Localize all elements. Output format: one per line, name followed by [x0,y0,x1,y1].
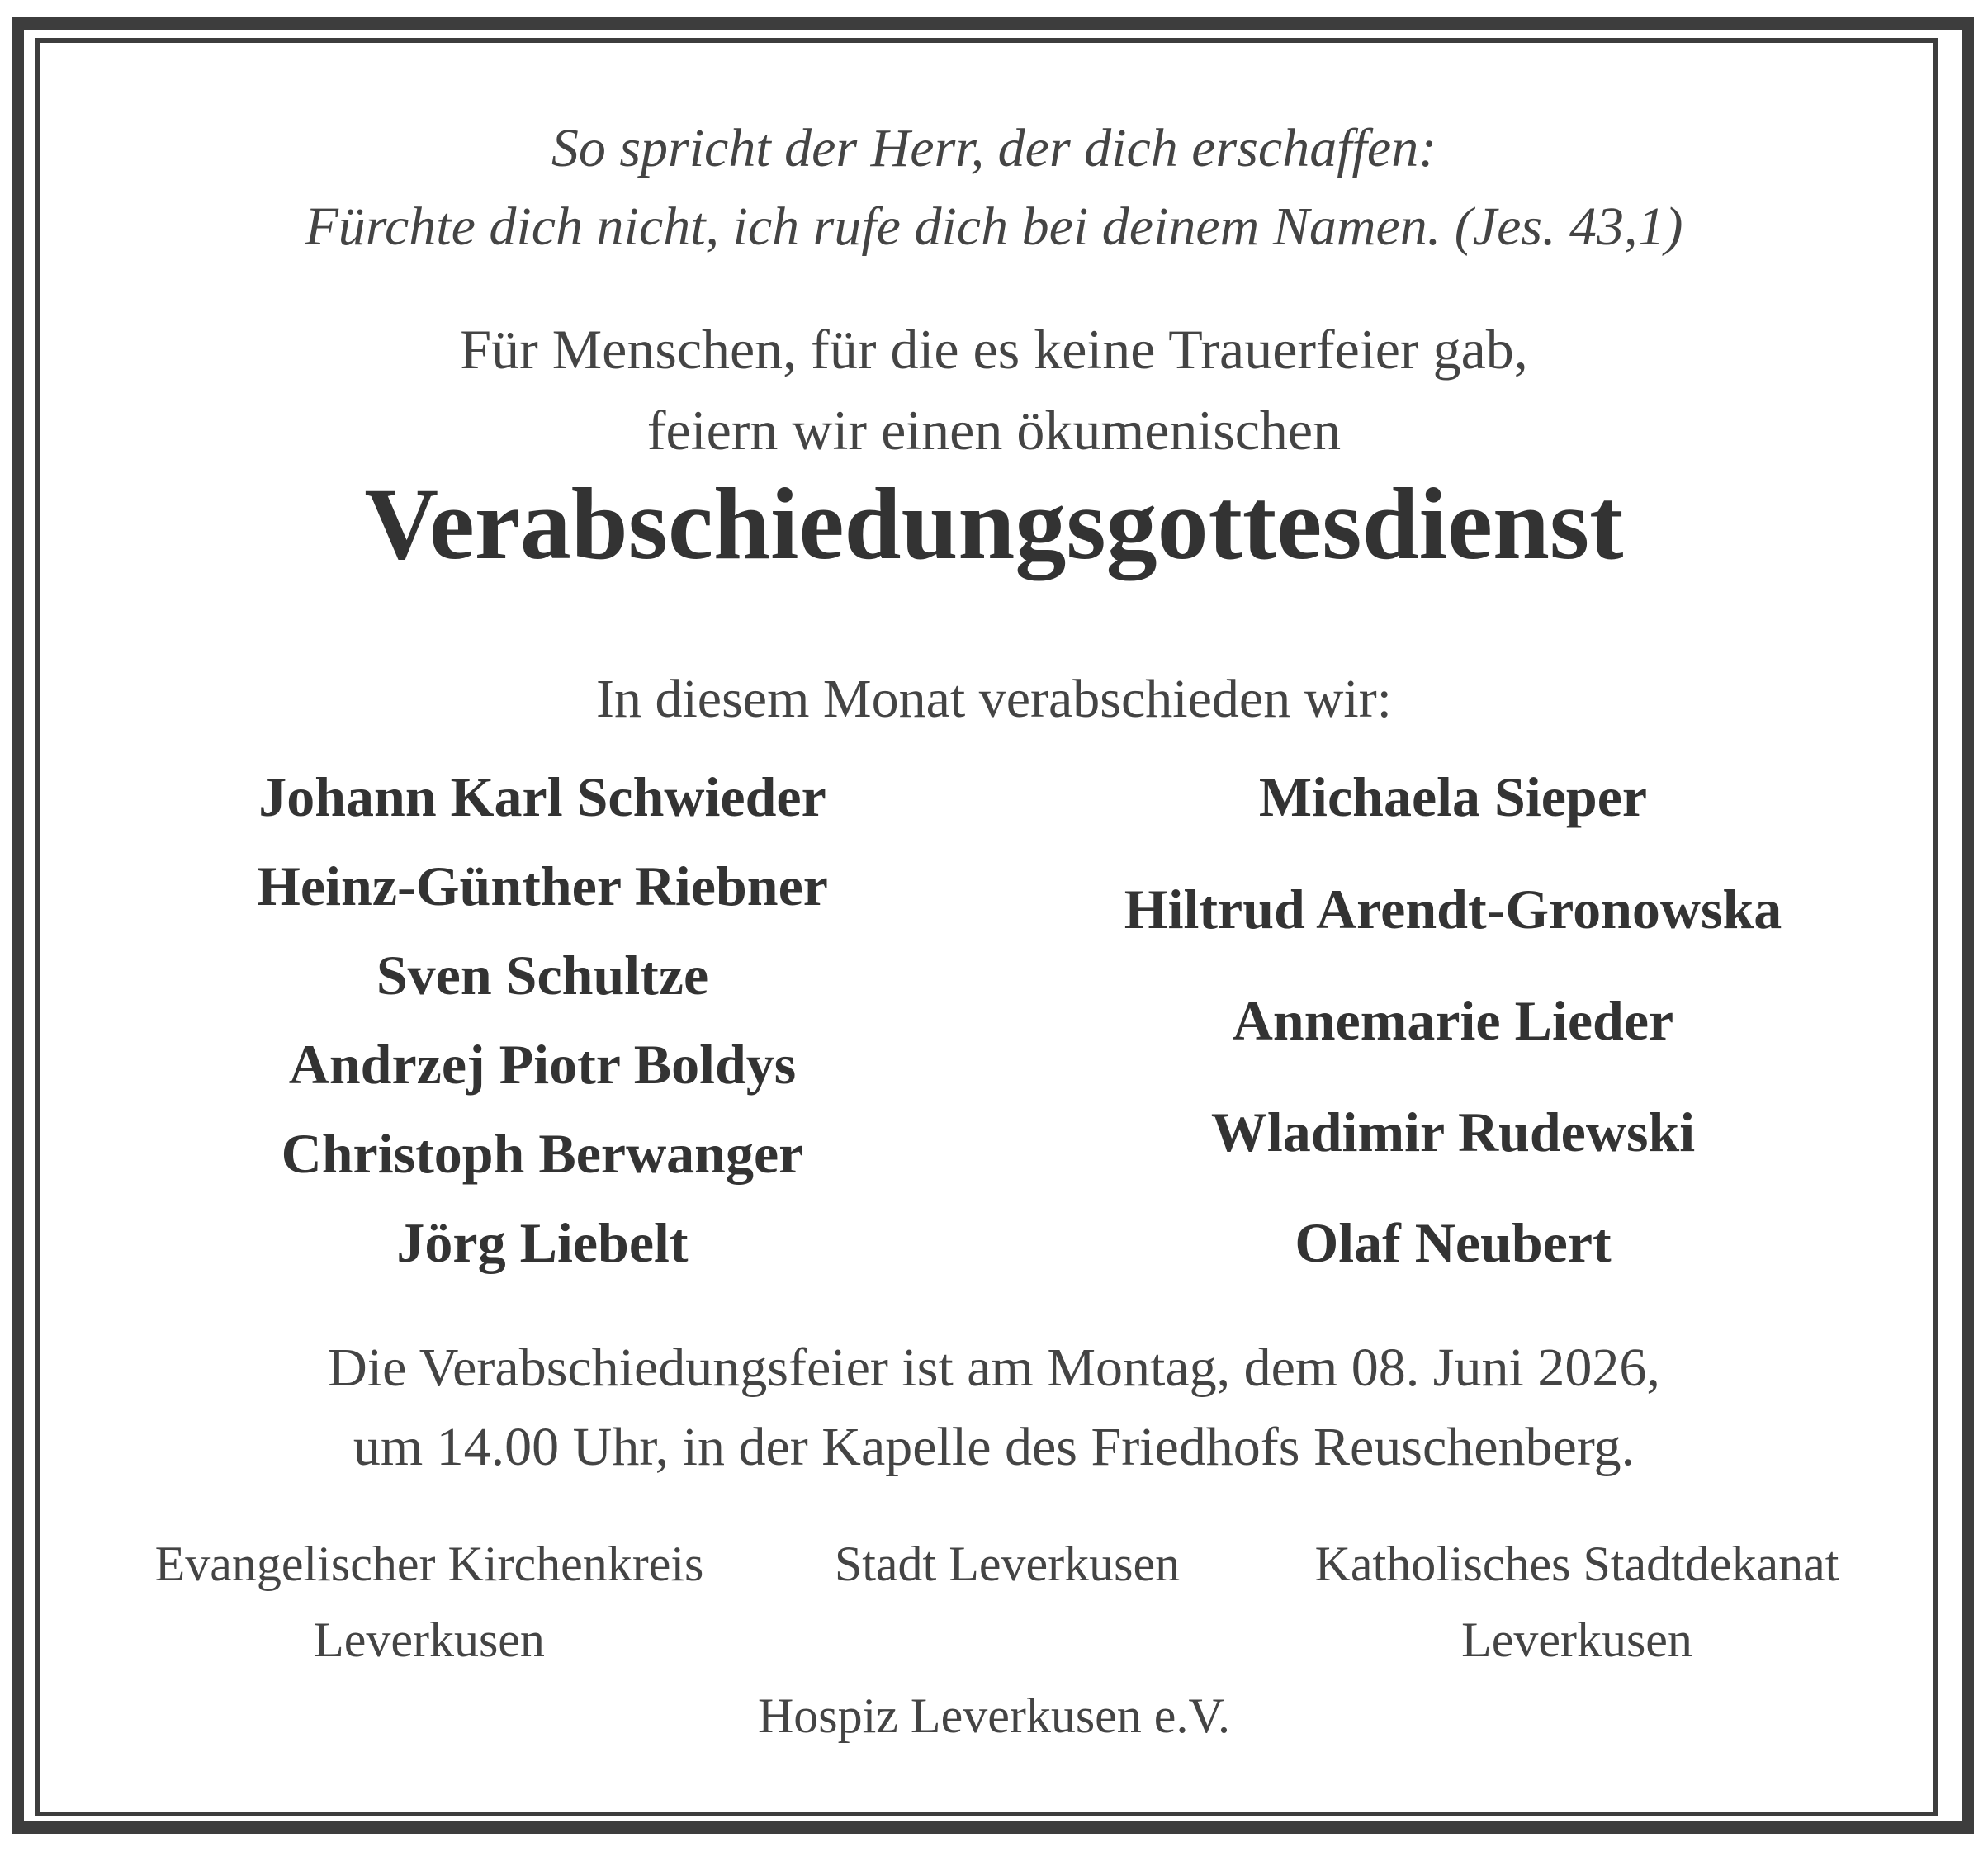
organizer-hospiz [0,1678,1988,1754]
name-item: Olaf Neubert [1295,1211,1612,1274]
organizer-stadt [776,1526,1238,1602]
subheading: In diesem Monat verabschieden wir: [595,669,1393,729]
organizer-katholisch [1238,1526,1915,1678]
event-details-line-1: Die Verabschiedungsfeier ist am Montag, dem 08. Juni 2026, [328,1338,1660,1398]
headline: Verabschiedungsgottesdienst [364,467,1624,580]
name-item: Andrzej Piotr Boldys [288,1033,797,1096]
intro-line-1: Für Menschen, für die es keine Trauerfeier gab, [460,318,1528,381]
event-details-line-2: um 14.00 Uhr, in der Kapelle des Friedhofs Reuschenberg. [353,1417,1635,1477]
bible-verse-line-2: Fürchte dich nicht, ich rufe dich bei deinem Namen. (Jes. 43,1) [305,197,1683,257]
organizer-evangelisch [83,1526,776,1678]
bible-verse-line-1: So spricht der Herr, der dich erschaffen: [551,118,1437,178]
organizer-evangelisch-line-1: Evangelischer Kirchenkreis [154,1537,704,1591]
name-item: Michaela Sieper [1258,765,1648,828]
name-item: Jörg Liebelt [396,1211,689,1274]
name-item: Wladimir Rudewski [1210,1101,1696,1163]
organizer-hospiz-line: Hospiz Leverkusen e.V. [757,1689,1231,1743]
name-item: Sven Schultze [376,944,709,1007]
name-item: Johann Karl Schwieder [258,765,826,828]
organizer-stadt-line: Stadt Leverkusen [834,1537,1181,1591]
name-item: Christoph Berwanger [281,1122,804,1185]
name-item: Annemarie Lieder [1232,989,1674,1052]
name-item: Hiltrud Arendt-Gronowska [1124,878,1782,940]
organizer-evangelisch-line-2: Leverkusen [314,1613,545,1667]
organizer-katholisch-line-2: Leverkusen [1461,1613,1692,1667]
intro-line-2: feiern wir einen ökumenischen [646,399,1342,462]
organizer-katholisch-line-1: Katholisches Stadtdekanat [1314,1537,1839,1591]
name-item: Heinz-Günther Riebner [257,855,828,917]
